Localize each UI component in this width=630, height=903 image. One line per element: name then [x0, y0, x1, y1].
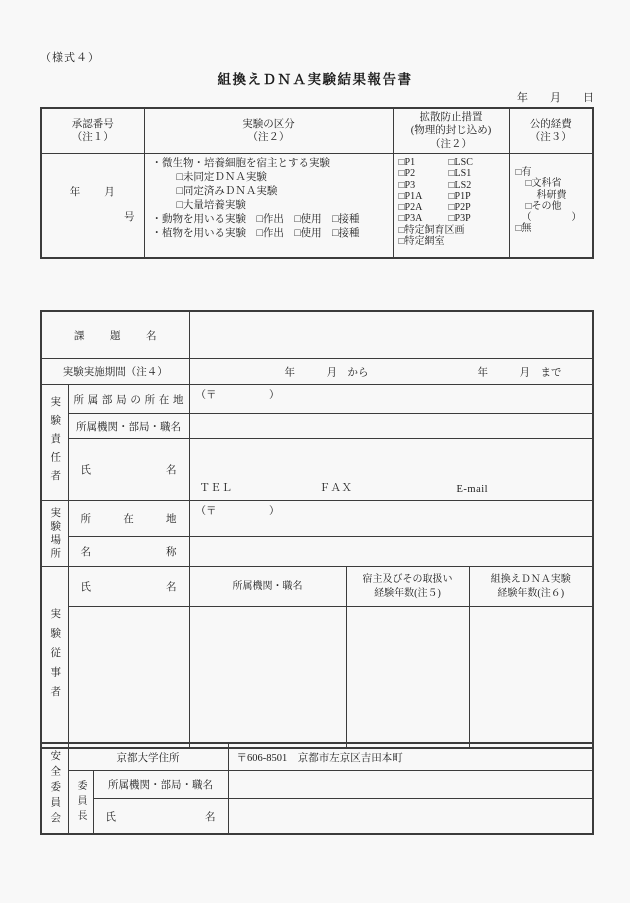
- safety-group-label: 安全委員会: [41, 743, 68, 834]
- experiment-category-header-note: （注２）: [247, 132, 290, 143]
- tel-label: ＴＥＬ: [199, 483, 233, 494]
- approval-number-suffix: 号: [124, 212, 135, 223]
- containment-row: [399, 157, 509, 168]
- form-code: （様式４）: [40, 52, 100, 64]
- period-value-cell: [189, 359, 593, 385]
- workers-group-label: 実験従事者: [41, 567, 68, 749]
- workers-col-dna-line2: 経験年数(注６): [497, 587, 565, 599]
- period-from: 年 月 から: [284, 367, 369, 378]
- page-title: 組換えＤＮＡ実験結果報告書: [217, 72, 413, 87]
- checkbox-option: □有: [515, 167, 532, 178]
- containment-row: [399, 168, 509, 179]
- approval-no-header: [41, 108, 144, 154]
- category-checkbox-item: □同定済みＤＮＡ実験: [176, 186, 278, 198]
- checkbox-option: □LS2: [448, 179, 472, 191]
- workers-name-cell: [68, 607, 189, 749]
- chair-group-label: 委員長: [68, 771, 93, 835]
- workers-col-name: 氏名: [68, 567, 189, 607]
- university-address-label: 京都大学住所: [68, 743, 228, 771]
- location-name-cell: [189, 537, 593, 567]
- period-label: 実験実施期間（注４）: [41, 359, 189, 385]
- approval-no-header-text: 承認番号: [71, 118, 114, 130]
- checkbox-option: □無: [515, 223, 532, 235]
- chair-affiliation-cell: [228, 771, 593, 799]
- subject-value-cell: [189, 311, 593, 359]
- fax-label: ＦＡＸ: [319, 483, 353, 494]
- containment-row: [399, 213, 509, 224]
- workers-col-host-line1: 宿主及びその取扱い: [362, 574, 453, 585]
- responsible-affiliation-cell: [189, 414, 593, 439]
- category-item: ・動物を用いる実験 □作出 □使用 □接種: [151, 214, 360, 226]
- containment-row: [399, 180, 509, 191]
- containment-row: [399, 236, 509, 247]
- approval-year-month: 年 月: [69, 187, 116, 198]
- date-line: 年 月 日: [517, 92, 594, 104]
- checkbox-option: □文科省: [525, 178, 562, 190]
- containment-row: [399, 202, 509, 213]
- checkbox-option: □特定網室: [398, 236, 445, 248]
- workers-col-dna-experience: [469, 567, 593, 607]
- university-address-value: 〒606-8501 京都市左京区吉田本町: [228, 743, 593, 771]
- public-funds-header-note: （注３）: [529, 132, 572, 143]
- checkbox-option: □LSC: [448, 157, 473, 168]
- checkbox-option: □P2P: [448, 202, 471, 214]
- location-group-label: 実験場所: [41, 501, 68, 567]
- approval-no-header-note: （注１）: [71, 132, 114, 143]
- workers-affiliation-cell: [189, 607, 346, 749]
- responsible-group-label: 実験責任者: [41, 385, 68, 501]
- category-checkbox-item: □大量培養実験: [176, 200, 246, 212]
- workers-col-affiliation: 所属機関・職名: [189, 567, 346, 607]
- public-funds-header: [509, 108, 593, 154]
- funds-option-text: 科研費: [536, 189, 567, 201]
- containment-header: [393, 108, 509, 154]
- checkbox-option: □P3: [398, 179, 416, 191]
- checkbox-option: □P1: [398, 157, 416, 168]
- containment-options-cell: [393, 154, 509, 259]
- containment-row: [399, 225, 509, 236]
- public-funds-cell: [509, 154, 593, 259]
- responsible-address-cell: （〒 ）: [189, 385, 593, 414]
- responsible-name-cell: [189, 439, 593, 501]
- subject-label: 課題名: [41, 311, 189, 359]
- responsible-affiliation-label: 所属機関・部局・職名: [68, 414, 189, 439]
- containment-header-note: （注２）: [430, 138, 472, 150]
- approval-number-cell: [41, 154, 144, 259]
- chair-affiliation-label: 所属機関・部局・職名: [93, 771, 228, 799]
- checkbox-option: □P1A: [398, 190, 423, 202]
- responsible-name-label: 氏名: [68, 439, 189, 501]
- approval-table: [40, 107, 594, 259]
- category-item: ・植物を用いる実験 □作出 □使用 □接種: [151, 228, 360, 240]
- chair-name-cell: [228, 799, 593, 835]
- containment-header-text: 拡散防止措置: [419, 112, 483, 124]
- workers-col-dna-line1: 組換えＤＮＡ実験: [490, 574, 571, 585]
- period-to: 年 月 まで: [477, 367, 562, 378]
- checkbox-option: □P3A: [398, 213, 423, 225]
- checkbox-option: □P1P: [448, 190, 471, 202]
- main-table: [40, 310, 594, 749]
- checkbox-option: □P3P: [448, 213, 471, 225]
- checkbox-option: □P2A: [398, 202, 423, 214]
- checkbox-option: □P2: [398, 168, 416, 180]
- containment-row: [399, 191, 509, 202]
- checkbox-option: □特定飼育区画: [398, 224, 465, 236]
- responsible-address-label: 所属部局の所在地: [68, 385, 189, 414]
- location-address-label: 所在地: [68, 501, 189, 537]
- location-address-cell: （〒 ）: [189, 501, 593, 537]
- public-funds-header-text: 公的経費: [529, 118, 572, 130]
- experiment-category-cell: [144, 154, 393, 259]
- checkbox-option: □その他: [525, 200, 562, 212]
- workers-dna-experience-cell: [469, 607, 593, 749]
- experiment-category-header: [144, 108, 393, 154]
- chair-name-label: 氏名: [93, 799, 228, 835]
- workers-col-host-experience: [346, 567, 469, 607]
- email-label: E-mail: [456, 484, 489, 495]
- category-checkbox-item: □未同定ＤＮＡ実験: [176, 172, 267, 184]
- location-name-label: 名称: [68, 537, 189, 567]
- containment-header-sub: (物理的封じ込め): [410, 125, 492, 137]
- checkbox-option: □LS1: [448, 168, 472, 180]
- funds-option-blank: （ ）: [521, 212, 582, 224]
- category-item: ・微生物・培養細胞を宿主とする実験: [151, 158, 330, 169]
- workers-host-experience-cell: [346, 607, 469, 749]
- workers-col-host-line2: 経験年数(注５): [374, 587, 441, 599]
- safety-committee-table: [40, 742, 594, 835]
- experiment-category-header-text: 実験の区分: [242, 118, 295, 130]
